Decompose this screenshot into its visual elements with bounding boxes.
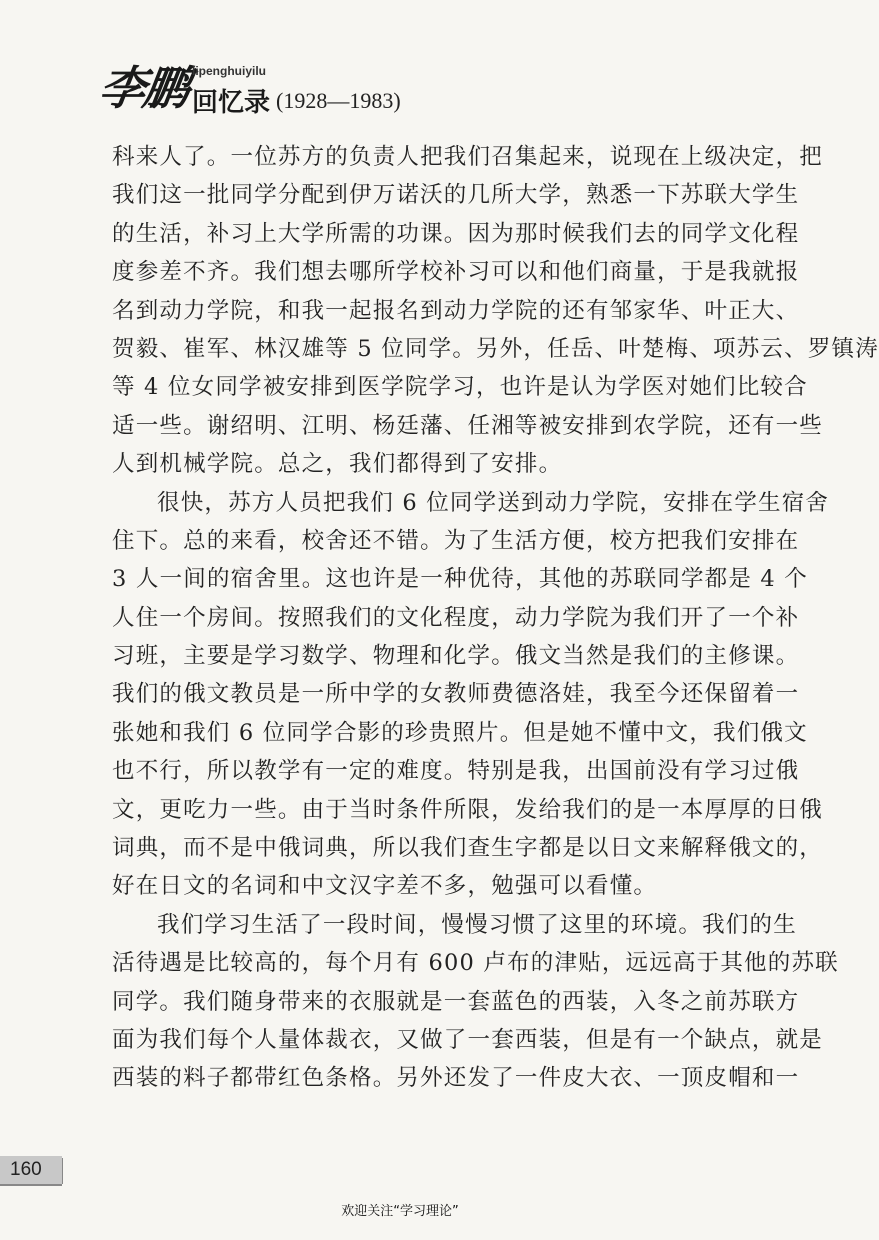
header-pinyin: lipenghuiyilu (192, 64, 266, 78)
text-line: 文，更吃力一些。由于当时条件所限，发给我们的是一本厚厚的日俄 (112, 796, 824, 823)
text-line: 我们这一批同学分配到伊万诺沃的几所大学，熟悉一下苏联大学生 (112, 182, 800, 209)
text-line: 习班，主要是学习数学、物理和化学。俄文当然是我们的主修课。 (112, 643, 800, 670)
author-signature-logo: 李鹏 (95, 61, 192, 115)
text-line: 3 人一间的宿舍里。这也许是一种优待，其他的苏联同学都是 4 个 (112, 566, 808, 593)
text-line: 好在日文的名词和中文汉字差不多，勉强可以看懂。 (112, 873, 658, 900)
page-number: 160 (10, 1159, 42, 1180)
text-line: 也不行，所以教学有一定的难度。特别是我，出国前没有学习过俄 (112, 758, 800, 785)
text-line: 住下。总的来看，校舍还不错。为了生活方便，校方把我们安排在 (112, 527, 800, 554)
text-line: 度参差不齐。我们想去哪所学校补习可以和他们商量，于是我就报 (112, 259, 800, 286)
page-number-divider (62, 1158, 63, 1184)
text-line: 等 4 位女同学被安排到医学院学习，也许是认为学医对她们比较合 (112, 374, 808, 401)
text-line: 科来人了。一位苏方的负责人把我们召集起来，说现在上级决定，把 (112, 144, 824, 170)
text-line: 活待遇是比较高的，每个月有 600 卢布的津贴，远远高于其他的苏联 (112, 950, 839, 977)
text-line: 我们的俄文教员是一所中学的女教师费德洛娃，我至今还保留着一 (112, 681, 800, 708)
footer-caption: 欢迎关注“学习理论” (341, 1204, 459, 1219)
text-line: 人住一个房间。按照我们的文化程度，动力学院为我们开了一个补 (112, 604, 800, 631)
text-line: 适一些。谢绍明、江明、杨廷藩、任湘等被安排到农学院，还有一些 (112, 412, 824, 439)
text-line: 同学。我们随身带来的衣服就是一套蓝色的西装，入冬之前苏联方 (112, 988, 800, 1015)
text-line: 的生活，补习上大学所需的功课。因为那时候我们去的同学文化程 (112, 220, 800, 247)
text-line: 面为我们每个人量体裁衣，又做了一套西装，但是有一个缺点，就是 (112, 1026, 824, 1053)
text-line: 张她和我们 6 位同学合影的珍贵照片。但是她不懂中文，我们俄文 (112, 719, 808, 746)
text-line: 西装的料子都带红色条格。另外还发了一件皮大衣、一顶皮帽和一 (112, 1065, 800, 1092)
text-line: 很快，苏方人员把我们 6 位同学送到动力学院，安排在学生宿舍 (157, 489, 830, 516)
book-title: 回忆录 (192, 88, 271, 118)
book-years: (1928—1983) (276, 88, 401, 113)
text-line: 贺毅、崔军、林汉雄等 5 位同学。另外，任岳、叶楚梅、项苏云、罗镇涛 (112, 335, 879, 362)
text-line: 词典，而不是中俄词典，所以我们查生字都是以日文来解释俄文的， (112, 835, 824, 862)
text-line: 名到动力学院，和我一起报名到动力学院的还有邹家华、叶正大、 (112, 297, 800, 324)
running-header (95, 42, 720, 122)
body-text (112, 138, 879, 1098)
text-line: 我们学习生活了一段时间，慢慢习惯了这里的环境。我们的生 (157, 911, 797, 938)
text-line: 人到机械学院。总之，我们都得到了安排。 (112, 451, 563, 478)
